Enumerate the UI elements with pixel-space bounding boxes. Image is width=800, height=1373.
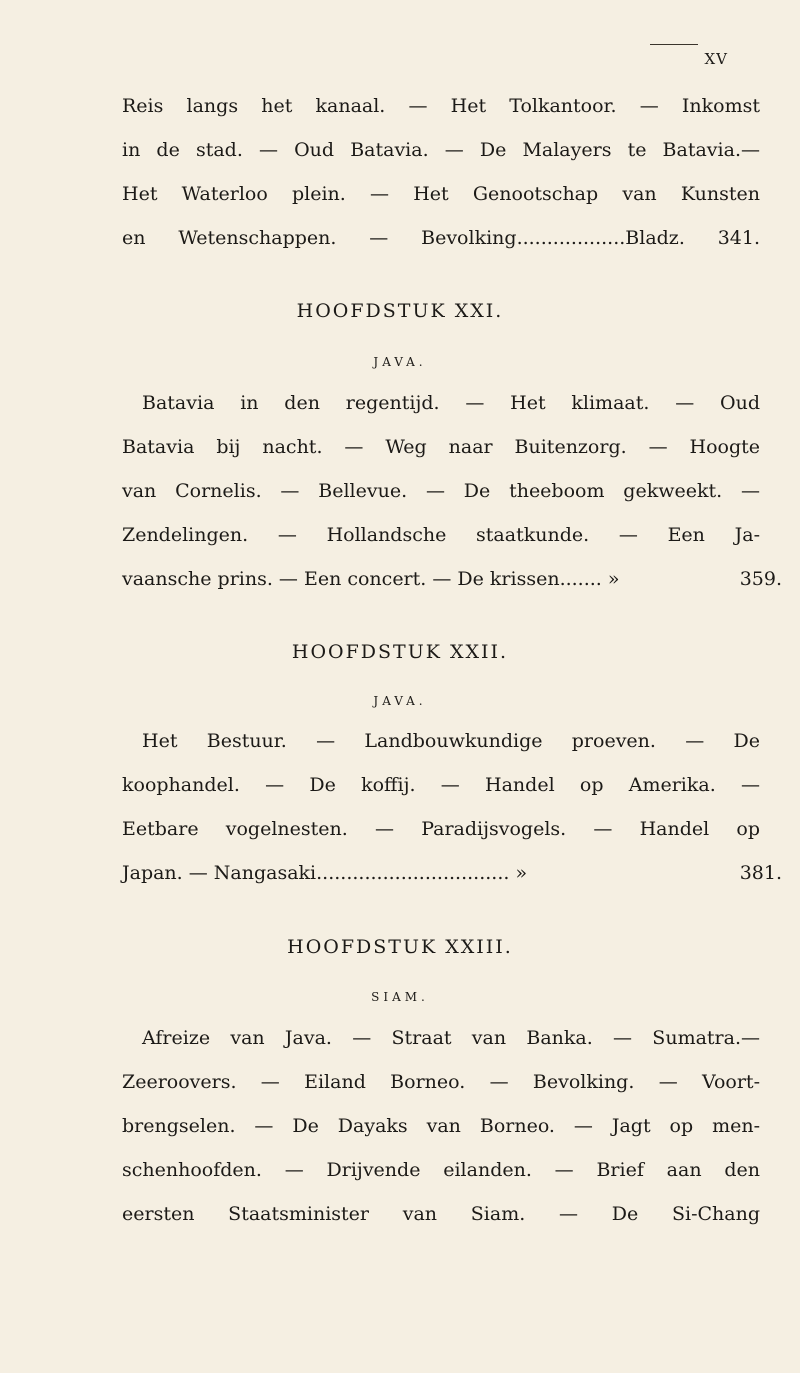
toc-line: Zendelingen. — Hollandsche staatkunde. — Een Ja- [122,524,760,546]
toc-line: en Wetenschappen. — Bevolking..................Bladz. 341. [122,227,760,249]
toc-line: eersten Staatsminister van Siam. — De Si-Chang [122,1203,760,1225]
toc-line: in de stad. — Oud Batavia. — De Malayers te Batavia.— [122,139,760,161]
toc-entry [122,1016,760,1236]
toc-line-text: Japan. — Nangasaki................................ » [122,862,528,884]
chapter-subject: SIAM. [371,990,429,1004]
toc-line [122,557,782,601]
toc-entry [122,381,782,601]
toc-entry [122,719,782,895]
toc-line: Zeeroovers. — Eiland Borneo. — Bevolking. — Voort- [122,1071,760,1093]
toc-line: Afreize van Java. — Straat van Banka. — Sumatra.— [142,1027,760,1049]
toc-line: Eetbare vogelnesten. — Paradijsvogels. — Handel op [122,818,760,840]
page-reference: 381. [739,862,782,884]
toc-line: Het Bestuur. — Landbouwkundige proeven. — De [142,730,760,752]
toc-line [122,851,782,895]
toc-line: brengselen. — De Dayaks van Borneo. — Jagt op men- [122,1115,760,1137]
page-reference: 359. [739,568,782,590]
toc-line: Batavia bij nacht. — Weg naar Buitenzorg. — Hoogte [122,436,760,458]
chapter-heading: HOOFDSTUK XXII. [291,641,509,663]
chapter-heading: HOOFDSTUK XXIII. [287,936,513,958]
chapter-subject: JAVA. [373,355,427,369]
toc-line: Het Waterloo plein. — Het Genootschap van Kunsten [122,183,760,205]
toc-line: van Cornelis. — Bellevue. — De theeboom gekweekt. — [122,480,760,502]
page-number: XV [704,50,728,68]
chapter-subject: JAVA. [373,694,427,708]
toc-line: koophandel. — De koffij. — Handel op Amerika. — [122,774,760,796]
toc-line: Reis langs het kanaal. — Het Tolkantoor. — Inkomst [122,95,760,117]
toc-line-text: vaansche prins. — Een concert. — De krissen....... » [122,568,620,590]
folio-rule [650,44,698,45]
chapter-heading: HOOFDSTUK XXI. [296,300,504,322]
toc-line: schenhoofden. — Drijvende eilanden. — Brief aan den [122,1159,760,1181]
toc-entry [122,84,760,260]
toc-line: Batavia in den regentijd. — Het klimaat. — Oud [142,392,760,414]
